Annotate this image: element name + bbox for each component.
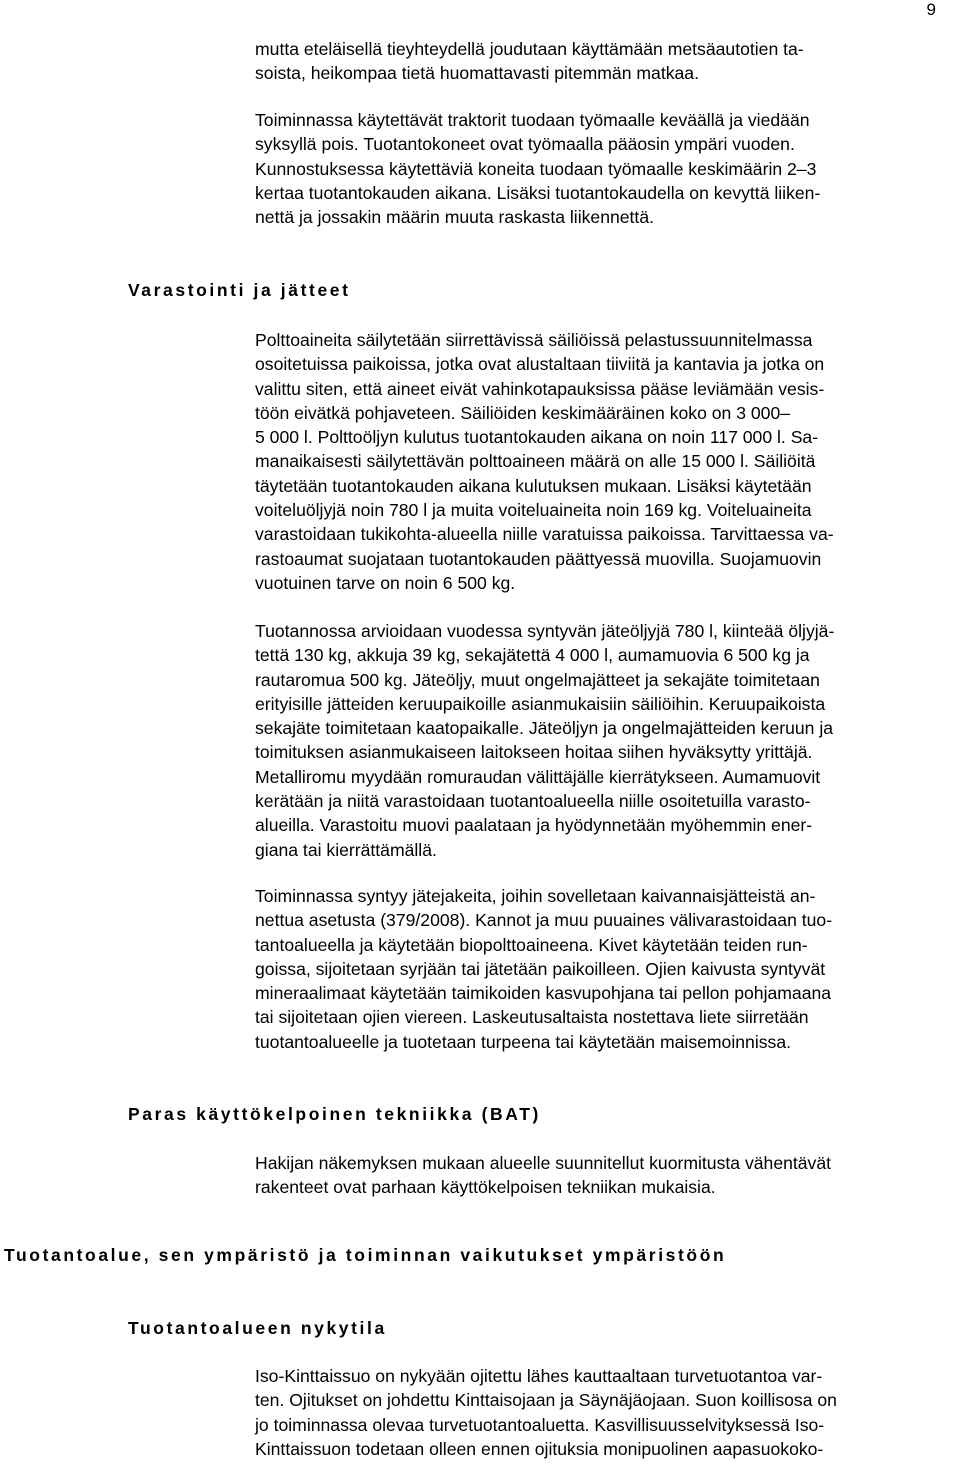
paragraph-nykytila-1: Iso-Kinttaissuo on nykyään ojitettu lähes kauttaaltaan turvetuotantoa var- ten. Ojitukset on johdettu Kinttaisojaan ja Säynäjäojaan. Suon koillisosa on jo toiminnassa olevaa turvetuotantoaluetta. Kasvillisuusselvityksessä Iso- Kinttaissuon todetaan olleen ennen ojituksia monipuolinen aapasuokoko-: [255, 1366, 837, 1459]
heading-varastointi: Varastointi ja jätteet: [128, 280, 351, 300]
paragraph-varastointi-3: Toiminnassa syntyy jätejakeita, joihin sovelletaan kaivannaisjätteistä an- nettua asetusta (379/2008). Kannot ja muu puuaines välivarastoidaan tuo- tantoalueella ja käytetään biopolttoaineena. Kivet käytetään teiden run- goissa, sijoitetaan syrjään tai jätetään paikoilleen. Ojien kaivusta syntyvät mineraalimaat käytetään taimikoiden kasvupohjana tai pellon pohjamaana tai sijoitetaan ojien viereen. Laskeutusaltaista nostettava liete siirretään tuotantoalueelle ja tuotetaan turpeena tai käytetään maisemoinnissa.: [255, 886, 833, 1052]
paragraph-intro-2: Toiminnassa käytettävät traktorit tuodaan työmaalle keväällä ja viedään syksyllä pois. Tuotantokoneet ovat työmaalla pääosin ympäri vuoden. Kunnostuksessa käytettäviä koneita tuodaan työmaalle keskimäärin 2–3 kertaa tuotantokauden aikana. Lisäksi tuotantokaudella on kevyttä liiken- nettä ja jossakin määrin muuta raskasta liikennettä.: [255, 110, 821, 228]
heading-tuotantoalue: Tuotantoalue, sen ympäristö ja toiminnan vaikutukset ympäristöön: [4, 1245, 727, 1265]
heading-nykytila: Tuotantoalueen nykytila: [128, 1318, 387, 1338]
paragraph-varastointi-2: Tuotannossa arvioidaan vuodessa syntyvän jäteöljyjä 780 l, kiinteää öljyjä- tettä 130 kg, akkuja 39 kg, sekajätettä 4 000 l, aumamuovia 6 500 kg ja rautaromua 500 kg. Jäteöljy, muut ongelmajätteet ja sekajäte toimitetaan erityisille jätteiden keruupaikoille asianmukaisiin säiliöihin. Keruupaikoista sekajäte toimitetaan kaatopaikalle. Jäteöljyn ja ongelmajätteiden keruun ja toimituksen asianmukaiseen laitokseen hoitaa siihen hyväksytty yrittäjä. Metalliromu myydään romuraudan välittäjälle kierrätykseen. Aumamuovit kerätään ja niitä varastoidaan tuotantoalueella niille osoitetuilla varasto- alueilla. Varastoitu muovi paalataan ja hyödynnetään myöhemmin ener- giana tai kierrättämällä.: [255, 621, 835, 860]
heading-bat: Paras käyttökelpoinen tekniikka (BAT): [128, 1104, 541, 1124]
paragraph-bat-1: Hakijan näkemyksen mukaan alueelle suunnitellut kuormitusta vähentävät rakenteet ovat parhaan käyttökelpoisen tekniikan mukaisia.: [255, 1153, 832, 1198]
paragraph-varastointi-1: Polttoaineita säilytetään siirrettävissä säiliöissä pelastussuunnitelmassa osoitetuissa paikoissa, jotka ovat alustaltaan tiiviitä ja kantavia ja jotka on valittu siten, että aineet eivät vahinkotapauksissa pääse leviämään vesis- töön eivätkä pohjaveteen. Säiliöiden keskimääräinen koko on 3 000– 5 000 l. Polttoöljyn kulutus tuotantokauden aikana on noin 117 000 l. Sa- manaikaisesti säilytettävän polttoaineen määrä on alle 15 000 l. Säiliöitä täytetään tuotantokauden aikana kulutuksen mukaan. Lisäksi käytetään voiteluöljyjä noin 780 l ja muita voiteluaineita noin 169 kg. Voiteluaineita varastoidaan tukikohta-alueella niille varatuissa paikoissa. Tarvittaessa va- rastoaumat suojataan tuotantokauden päättyessä muovilla. Suojamuovin vuotuinen tarve on noin 6 500 kg.: [255, 330, 834, 593]
page-number: 9: [926, 0, 936, 19]
paragraph-intro-1: mutta eteläisellä tieyhteydellä joudutaan käyttämään metsäautotien ta- soista, heikompaa tietä huomattavasti pitemmän matkaa.: [255, 39, 804, 84]
